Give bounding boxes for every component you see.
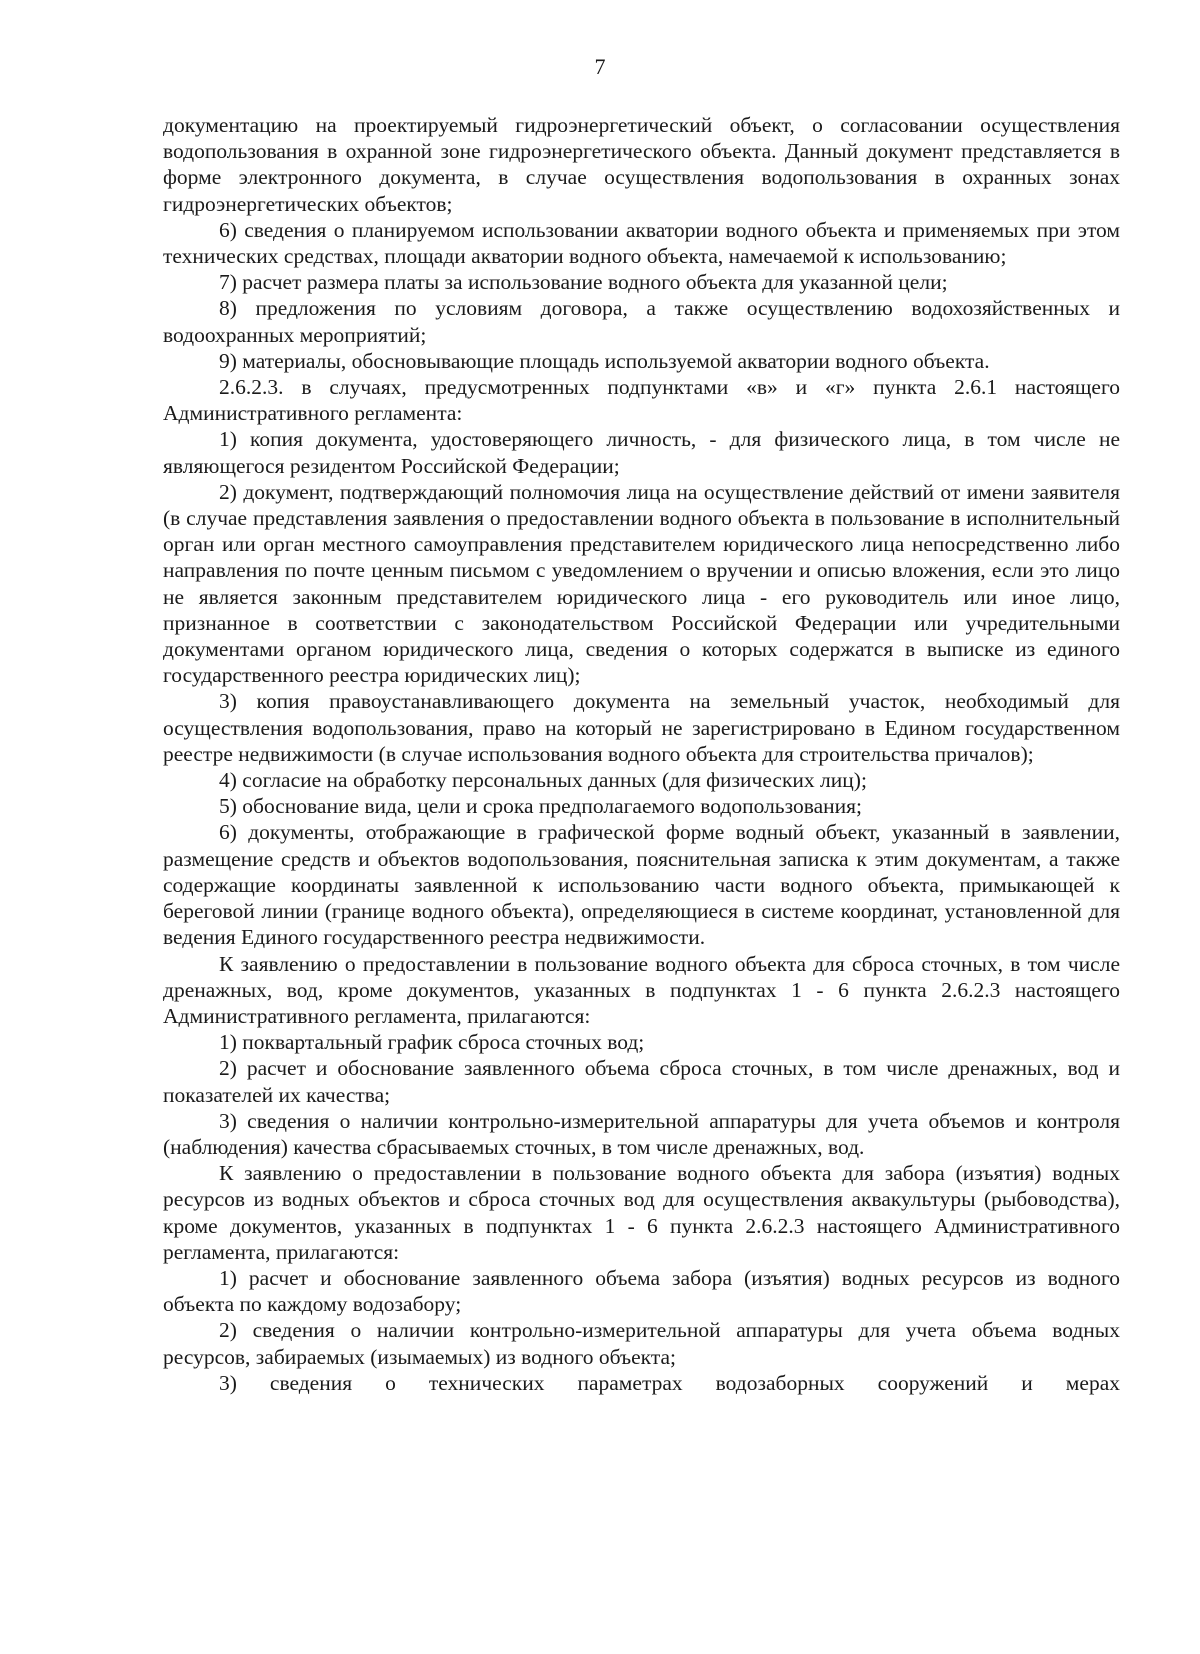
paragraph: 2) расчет и обоснование заявленного объема сброса сточных, в том числе дренажных, вод и показателей их качества; (163, 1056, 1120, 1107)
paragraph: 2) документ, подтверждающий полномочия лица на осуществление действий от имени заявителя (в случае представления заявления о предоставлении водного объекта в пользование в исполнительный орган или орган местного самоуправления представителем юридического лица непосредственно либо направления по почте ценным письмом с уведомлением о вручении и описью вложения, если это лицо не является законным представителем юридического лица - его руководитель или иное лицо, признанное в соответствии с законодательством Российской Федерации или учредительными документами органом юридического лица, сведения о которых содержатся в выписке из единого государственного реестра юридических лиц); (163, 479, 1120, 688)
paragraph: 1) поквартальный график сброса сточных вод; (219, 1030, 645, 1055)
paragraph: 3) сведения о технических параметрах водозаборных сооружений и мерах (219, 1370, 1120, 1395)
paragraph: 6) документы, отображающие в графической форме водный объект, указанный в заявлении, размещение средств и объектов водопользования, пояснительная записка к этим документам, а также содержащие координаты заявленной к использованию части водного объекта, примыкающей к береговой линии (границе водного объекта), определяющиеся в системе координат, установленной для ведения Единого государственного реестра недвижимости. (163, 820, 1120, 950)
paragraph: 3) сведения о наличии контрольно-измерительной аппаратуры для учета объемов и контроля (наблюдения) качества сбрасываемых сточных, в том числе дренажных, вод. (163, 1108, 1120, 1159)
paragraph: 6) сведения о планируемом использовании акватории водного объекта и применяемых при этом технических средствах, площади акватории водного объекта, намечаемой к использованию; (163, 217, 1120, 269)
paragraph: 1) расчет и обоснование заявленного объема забора (изъятия) водных ресурсов из водного объекта по каждому водозабору; (163, 1265, 1120, 1317)
paragraph: 2.6.2.3. в случаях, предусмотренных подпунктами «в» и «г» пункта 2.6.1 настоящего Административного регламента: (163, 375, 1120, 426)
page-number: 7 (594, 54, 606, 79)
paragraph: 4) согласие на обработку персональных данных (для физических лиц); (219, 768, 867, 793)
paragraph: документацию на проектируемый гидроэнергетический объект, о согласовании осуществления водопользования в охранной зоне гидроэнергетического объекта. Данный документ представляется в форме электронного документа, в случае осуществления водопользования в охранных зонах гидроэнергетических объектов; (163, 113, 1120, 216)
paragraph: 1) копия документа, удостоверяющего личность, - для физического лица, в том числе не являющегося резидентом Российской Федерации; (163, 427, 1120, 478)
paragraph: 7) расчет размера платы за использование водного объекта для указанной цели; (219, 270, 948, 295)
paragraph: 3) копия правоустанавливающего документа на земельный участок, необходимый для осуществления водопользования, право на который не зарегистрировано в Едином государственном реестре недвижимости (в случае использования водного объекта для строительства причалов); (163, 689, 1120, 766)
document-body (163, 112, 1120, 1396)
paragraph: 9) материалы, обосновывающие площадь используемой акватории водного объекта. (219, 348, 990, 373)
paragraph: 2) сведения о наличии контрольно-измерительной аппаратуры для учета объема водных ресурсов, забираемых (изымаемых) из водного объекта; (163, 1318, 1120, 1369)
paragraph: 5) обоснование вида, цели и срока предполагаемого водопользования; (219, 794, 863, 819)
paragraph: К заявлению о предоставлении в пользование водного объекта для забора (изъятия) водных ресурсов из водных объектов и сброса сточных вод для осуществления аквакультуры (рыбоводства), кроме документов, указанных в подпунктах 1 - 6 пункта 2.6.2.3 настоящего Административного регламента, прилагаются: (163, 1161, 1120, 1264)
paragraph: 8) предложения по условиям договора, а также осуществлению водохозяйственных и водоохранных мероприятий; (163, 296, 1120, 347)
paragraph: К заявлению о предоставлении в пользование водного объекта для сброса сточных, в том числе дренажных, вод, кроме документов, указанных в подпунктах 1 - 6 пункта 2.6.2.3 настоящего Административного регламента, прилагаются: (163, 951, 1120, 1028)
